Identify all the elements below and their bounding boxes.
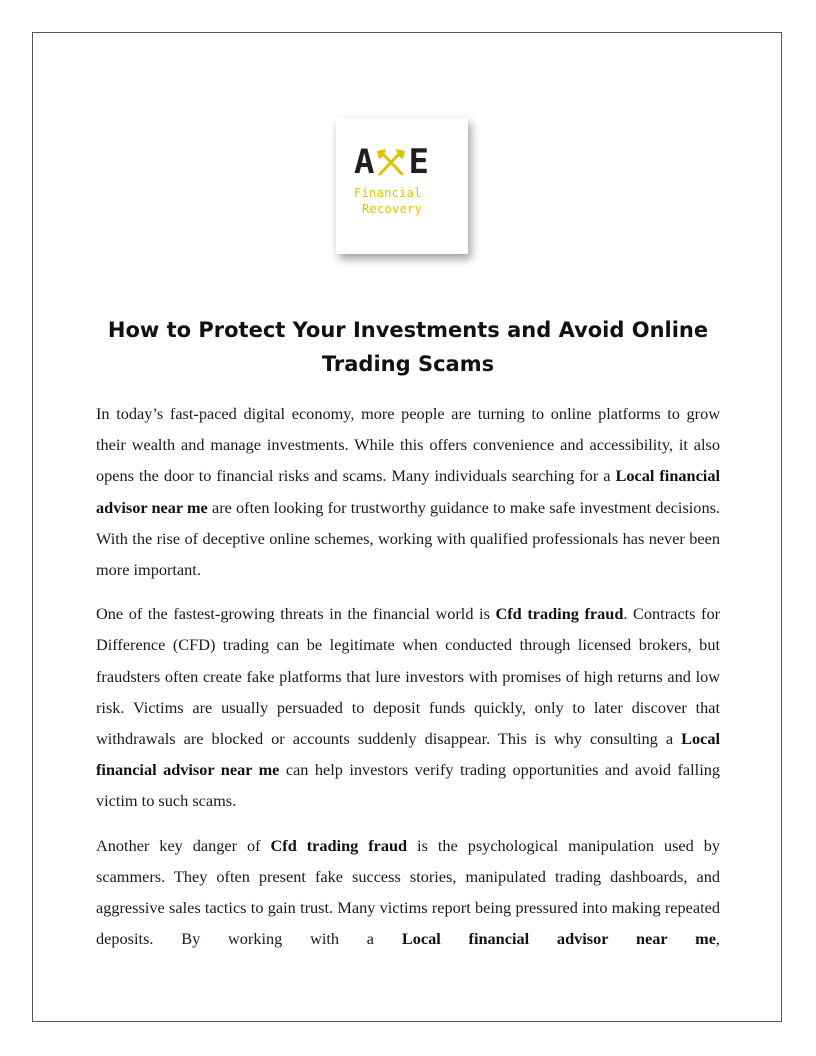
logo-text-financial: Financial [354, 186, 422, 200]
company-logo [336, 118, 468, 254]
logo-mark [354, 144, 429, 180]
paragraph-1 [96, 398, 720, 585]
paragraph-3-text-a: Another key danger of [96, 835, 271, 855]
paragraph-2-text-d: can help investors verify trading opportunities and avoid falling victim to such scams. [96, 760, 720, 811]
paragraph-2-text-a: One of the fastest-growing threats in the financial world is [96, 604, 496, 624]
document-title: How to Protect Your Investments and Avoid Online Trading Scams [107, 318, 709, 376]
paragraph-2 [96, 598, 720, 816]
keyword-cfd-trading-fraud: Cfd trading fraud [495, 604, 624, 624]
article-body [96, 398, 720, 967]
paragraph-3-text-c: is the psychological manipulation used by scammers. They often present fake success stories, manipulated trading dashboards, and aggressive sales tactics to gain trust. Many victims report being pressured into making repeated deposits. By working with a [96, 835, 721, 949]
keyword-cfd-trading-fraud: Cfd trading fraud [270, 835, 408, 855]
logo-text-recovery: Recovery [362, 202, 423, 216]
keyword-local-financial-advisor: Local financial advisor near me [96, 466, 720, 517]
paragraph-1-text-c: are often looking for trustworthy guidance to make safe investment decisions. With the rise of deceptive online schemes, working with qualified professionals has never been more important. [96, 497, 720, 580]
keyword-local-financial-advisor: Local financial advisor near me [96, 729, 720, 780]
paragraph-2-text-c: . Contracts for Difference (CFD) trading can be legitimate when conducted through licensed brokers, but fraudsters often create fake platforms that lure investors with promises of high returns and low risk. Victims are usually persuaded to deposit funds quickly, only to later discover that withdrawals are blocked or accounts suddenly disappear. This is why consulting a [96, 604, 721, 749]
keyword-local-financial-advisor: Local financial advisor near me [401, 929, 716, 949]
paragraph-1-text-a: In today’s fast-paced digital economy, more people are turning to online platforms to grow their wealth and manage investments. While this offers convenience and accessibility, it also opens the door to financial risks and scams. Many individuals searching for a [96, 404, 720, 486]
paragraph-3-text-d: , [715, 929, 720, 949]
crossed-axes-icon [376, 147, 406, 177]
logo-letter-e: E [408, 142, 429, 182]
logo-letter-a: A [354, 142, 375, 182]
paragraph-3 [96, 830, 720, 955]
